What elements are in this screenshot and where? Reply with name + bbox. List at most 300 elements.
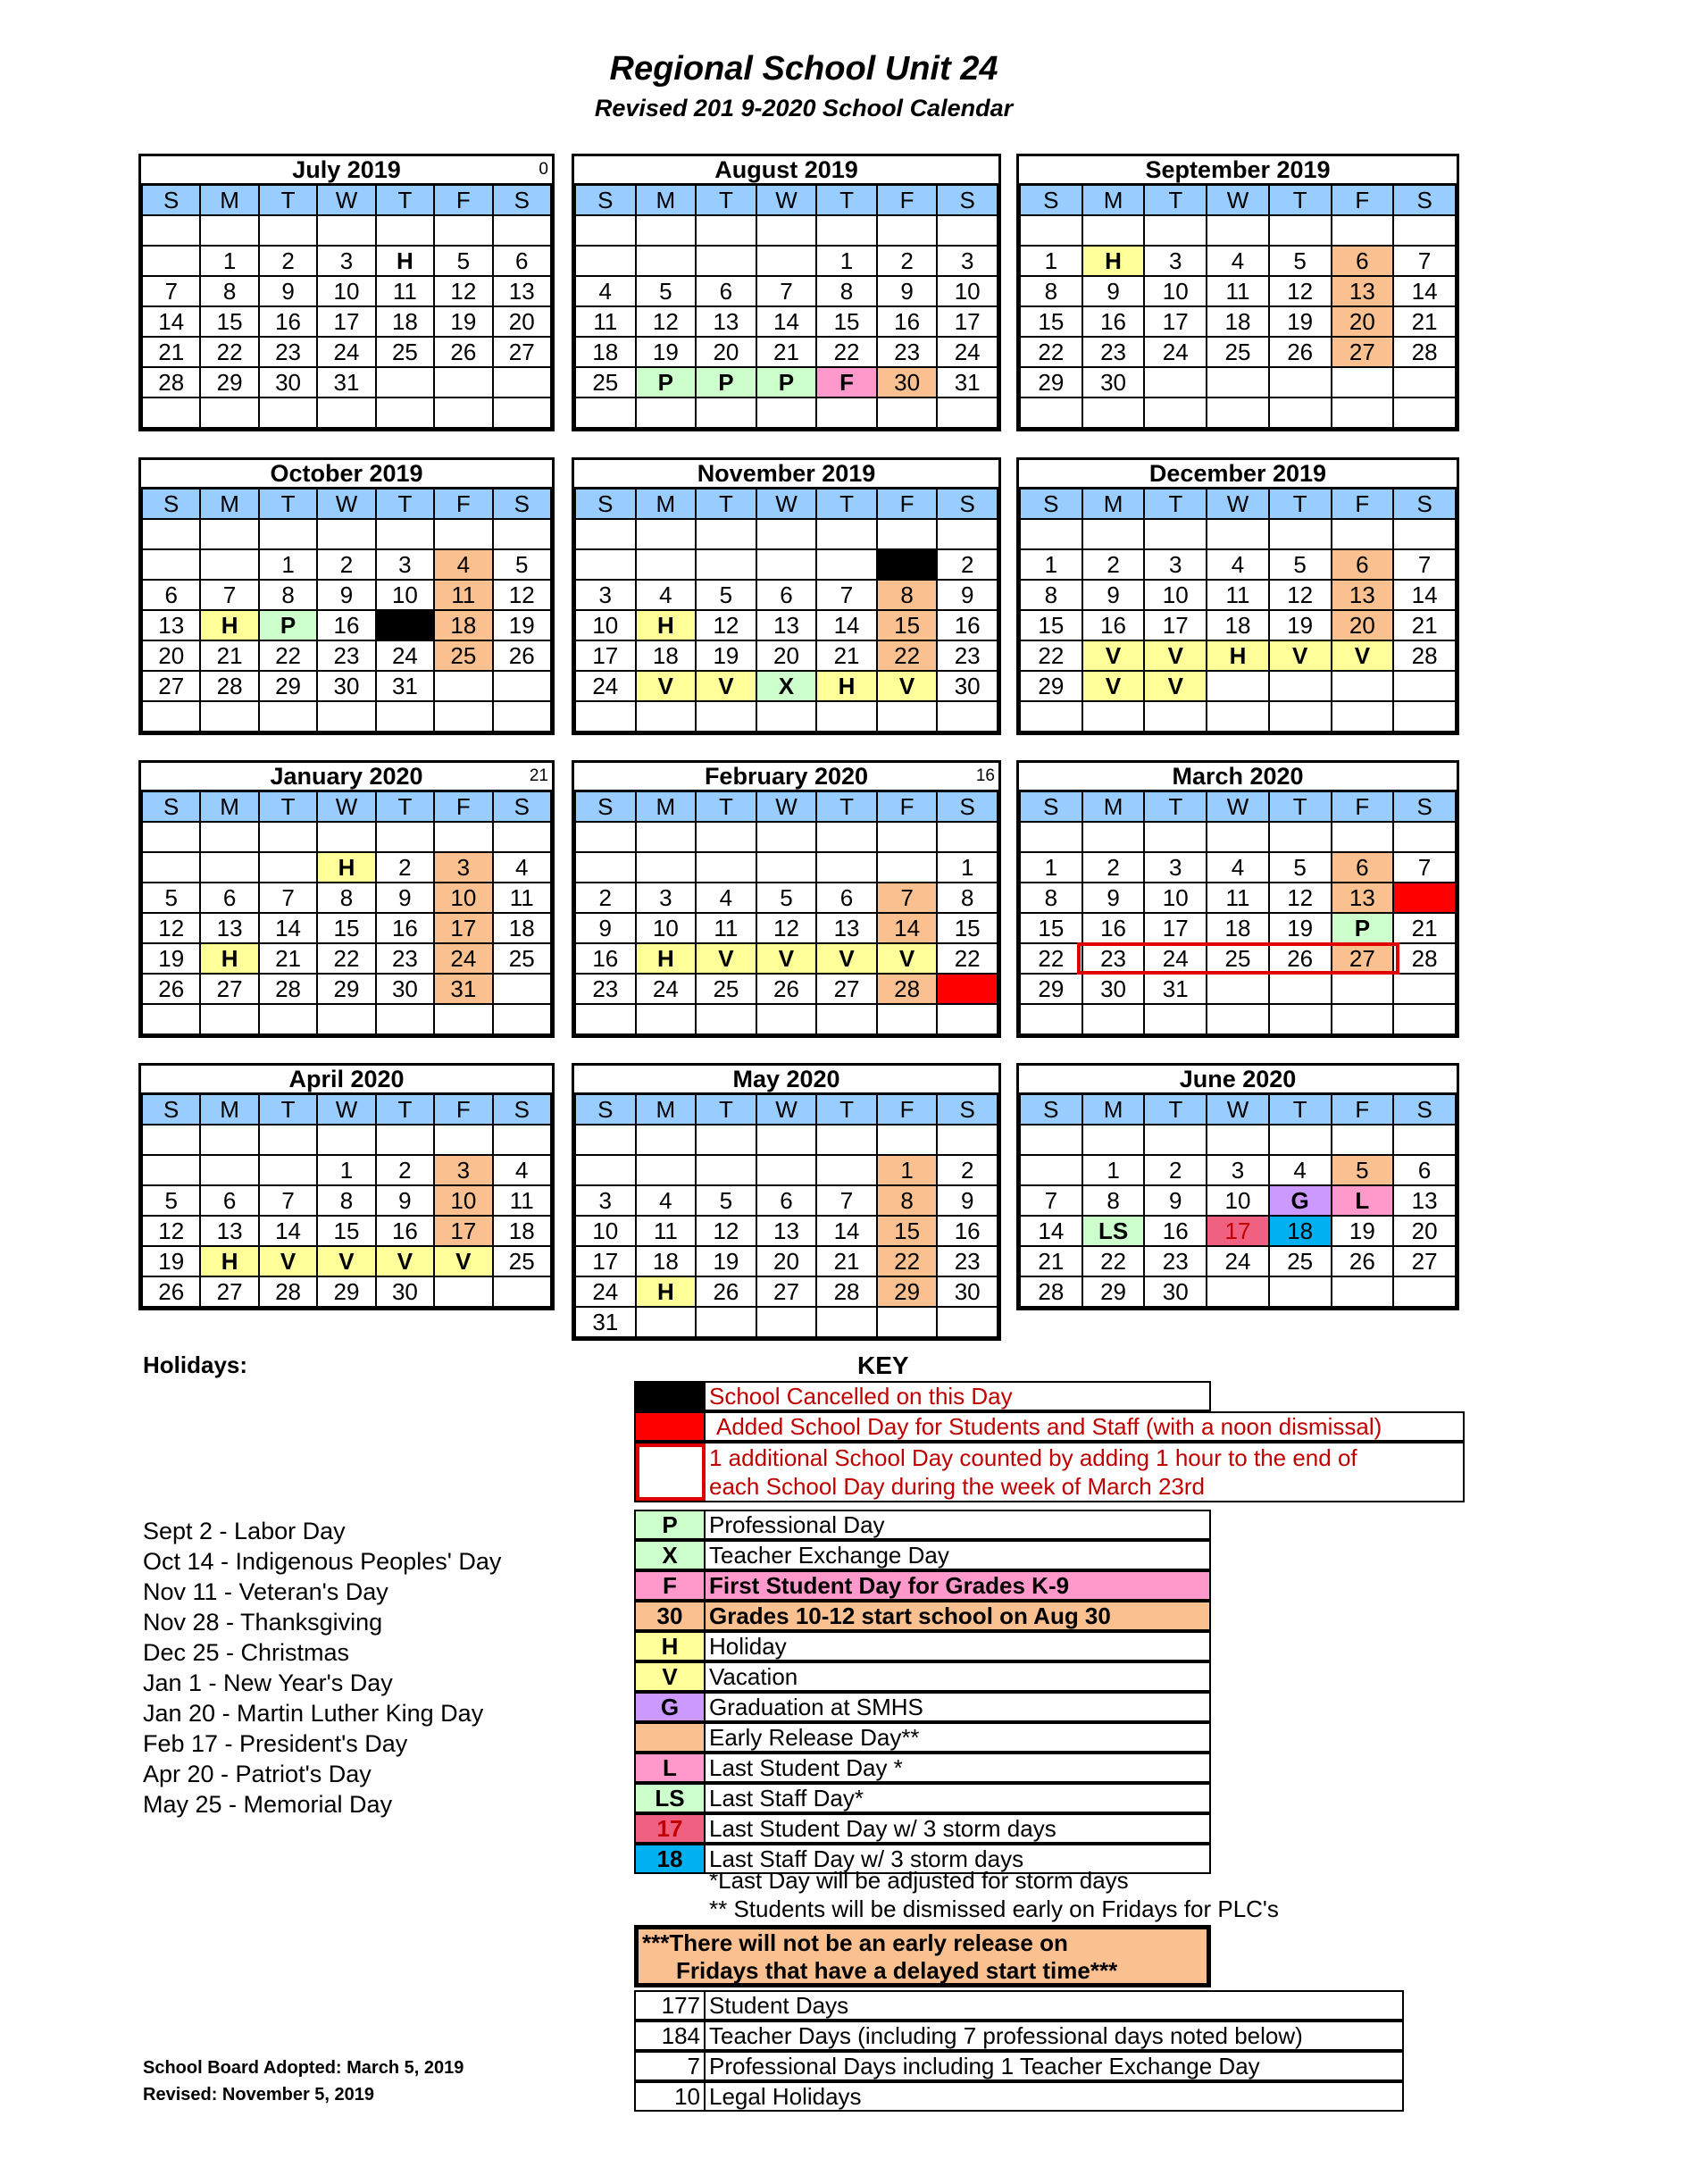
day-cell: 22: [1082, 1246, 1145, 1276]
day-cell: 22: [259, 640, 317, 671]
week-row: [575, 367, 998, 397]
day-cell: [937, 1004, 998, 1034]
day-cell: 7: [200, 580, 258, 610]
day-cell: 2: [575, 883, 636, 913]
day-cell: 23: [317, 640, 375, 671]
day-cell: 15: [816, 306, 877, 337]
week-row: [142, 367, 551, 397]
day-cell: 13: [493, 276, 551, 306]
day-cell: [636, 215, 697, 246]
day-cell: 16: [937, 610, 998, 640]
weekday-header: W: [756, 185, 817, 215]
day-cell: [434, 1125, 492, 1155]
weekday-header: S: [575, 1094, 636, 1125]
day-cell: 7: [816, 580, 877, 610]
holiday-item: Oct 14 - Indigenous Peoples' Day: [143, 1548, 502, 1575]
day-cell: 4: [493, 852, 551, 883]
day-cell: 21: [1393, 610, 1456, 640]
weekday-header: T: [1269, 489, 1332, 519]
weekday-header: S: [1020, 489, 1082, 519]
day-cell: 13: [1332, 580, 1394, 610]
day-cell: [376, 822, 434, 852]
day-cell: 9: [1082, 276, 1145, 306]
day-cell: 14: [816, 1216, 877, 1246]
day-cell: [376, 367, 434, 397]
key-row: [634, 1570, 1211, 1601]
day-cell: V: [434, 1246, 492, 1276]
day-cell: H: [1207, 640, 1269, 671]
day-cell: 31: [434, 974, 492, 1004]
day-cell: [816, 549, 877, 580]
day-cell: 10: [317, 276, 375, 306]
day-cell: [575, 701, 636, 732]
day-cell: 17: [434, 1216, 492, 1246]
day-cell: [937, 397, 998, 428]
day-cell: 10: [937, 276, 998, 306]
day-cell: 8: [877, 580, 938, 610]
weekday-header: T: [376, 489, 434, 519]
month-title: [1016, 760, 1459, 791]
key-symbol: G: [636, 1694, 706, 1720]
day-cell: [142, 1004, 200, 1034]
day-cell: 16: [1082, 913, 1145, 943]
week-row: [575, 671, 998, 701]
weekday-header: M: [636, 1094, 697, 1125]
weekday-header: S: [493, 489, 551, 519]
day-cell: [259, 1155, 317, 1185]
week-row: [142, 1276, 551, 1307]
day-cell: 28: [142, 367, 200, 397]
day-cell: 5: [1269, 549, 1332, 580]
day-cell: [1332, 215, 1394, 246]
day-cell: [1332, 671, 1394, 701]
day-cell: [1269, 822, 1332, 852]
day-cell: [1082, 822, 1145, 852]
day-cell: 11: [696, 913, 756, 943]
day-cell: [937, 1307, 998, 1337]
day-cell: 11: [434, 580, 492, 610]
day-cell: 13: [200, 1216, 258, 1246]
day-cell: 1: [1082, 1155, 1145, 1185]
weekday-header: W: [317, 185, 375, 215]
day-cell: 20: [1393, 1216, 1456, 1246]
day-cell: 1: [877, 1155, 938, 1185]
month-grid: [141, 184, 552, 429]
day-cell: 19: [142, 1246, 200, 1276]
day-cell: 10: [636, 913, 697, 943]
summary-label: Teacher Days (including 7 professional days noted below): [709, 2022, 1303, 2049]
day-cell: H: [636, 1276, 697, 1307]
day-cell: 7: [1020, 1185, 1082, 1216]
day-cell: [1269, 1125, 1332, 1155]
key-row: [634, 1601, 1211, 1631]
day-cell: 7: [259, 883, 317, 913]
day-cell: 12: [434, 276, 492, 306]
day-cell: [1082, 701, 1145, 732]
day-cell: 20: [493, 306, 551, 337]
day-cell: [200, 852, 258, 883]
month-calendar: [138, 760, 555, 1038]
day-cell: [877, 701, 938, 732]
weekday-header: T: [1144, 185, 1207, 215]
weekday-header: S: [493, 185, 551, 215]
weekday-header: S: [937, 185, 998, 215]
day-cell: 20: [1332, 610, 1394, 640]
week-row: [1020, 246, 1456, 276]
day-cell: L: [1332, 1185, 1394, 1216]
week-row: [575, 1216, 998, 1246]
day-cell: 22: [877, 640, 938, 671]
week-row: [575, 640, 998, 671]
weekday-header: W: [1207, 791, 1269, 822]
day-cell: [696, 215, 756, 246]
week-row: [142, 519, 551, 549]
day-cell: 16: [259, 306, 317, 337]
day-cell: [1393, 367, 1456, 397]
day-cell: [1393, 215, 1456, 246]
weekday-header: S: [1393, 489, 1456, 519]
day-cell: [696, 852, 756, 883]
day-cell: [636, 246, 697, 276]
day-cell: [636, 549, 697, 580]
day-cell: 5: [1332, 1155, 1394, 1185]
month-title: [138, 760, 555, 791]
day-cell: 2: [1082, 852, 1145, 883]
day-cell: 20: [696, 337, 756, 367]
day-cell: [696, 397, 756, 428]
weekday-header: S: [937, 791, 998, 822]
day-cell: [493, 397, 551, 428]
day-cell: [434, 701, 492, 732]
day-cell: [696, 246, 756, 276]
day-cell: H: [200, 610, 258, 640]
week-row: [1020, 1276, 1456, 1307]
weekday-header: F: [1332, 791, 1394, 822]
key-label: Last Staff Day*: [709, 1785, 864, 1812]
key-row: [634, 1692, 1211, 1722]
week-row: [575, 913, 998, 943]
day-cell: [434, 215, 492, 246]
day-cell: 3: [317, 246, 375, 276]
day-cell: 3: [575, 580, 636, 610]
day-cell: 3: [1144, 852, 1207, 883]
day-cell: 12: [142, 913, 200, 943]
day-cell: 31: [1144, 974, 1207, 1004]
day-cell: [1144, 519, 1207, 549]
day-cell: 12: [1269, 883, 1332, 913]
week-row: [1020, 913, 1456, 943]
day-cell: 27: [142, 671, 200, 701]
adoption-info: [143, 2054, 464, 2108]
day-cell: [317, 519, 375, 549]
day-cell: 10: [1144, 580, 1207, 610]
day-cell: 1: [937, 852, 998, 883]
day-cell: [493, 1276, 551, 1307]
day-cell: 28: [1393, 640, 1456, 671]
day-cell: 4: [434, 549, 492, 580]
day-cell: 15: [1020, 610, 1082, 640]
day-cell: [200, 1004, 258, 1034]
day-cell: 21: [142, 337, 200, 367]
day-cell: V: [1082, 640, 1145, 671]
day-cell: 13: [756, 610, 817, 640]
day-cell: 8: [317, 1185, 375, 1216]
day-cell: [696, 519, 756, 549]
day-cell: 9: [317, 580, 375, 610]
day-cell: 15: [937, 913, 998, 943]
day-cell: 22: [877, 1246, 938, 1276]
day-cell: 8: [937, 883, 998, 913]
week-row: [575, 246, 998, 276]
day-cell: [1269, 974, 1332, 1004]
weekday-header-row: [575, 185, 998, 215]
day-cell: [493, 974, 551, 1004]
day-cell: [1269, 519, 1332, 549]
week-row: [1020, 549, 1456, 580]
weekday-header: T: [816, 185, 877, 215]
weekday-header: F: [434, 1094, 492, 1125]
week-row: [1020, 397, 1456, 428]
day-cell: 28: [1393, 943, 1456, 974]
day-cell: 26: [756, 974, 817, 1004]
day-cell: 27: [1332, 337, 1394, 367]
day-cell: [1020, 822, 1082, 852]
day-cell: 13: [1332, 883, 1394, 913]
day-cell: 18: [1269, 1216, 1332, 1246]
month-grid: [1019, 791, 1457, 1035]
day-cell: 23: [937, 640, 998, 671]
day-cell: 6: [816, 883, 877, 913]
day-cell: 21: [1393, 913, 1456, 943]
day-cell: [376, 215, 434, 246]
day-cell: 12: [493, 580, 551, 610]
day-cell: [575, 1125, 636, 1155]
week-row: [575, 1307, 998, 1337]
day-cell: 17: [1207, 1216, 1269, 1246]
day-cell: 2: [1144, 1155, 1207, 1185]
day-cell: [756, 1307, 817, 1337]
day-cell: [1332, 974, 1394, 1004]
day-cell: 22: [1020, 337, 1082, 367]
day-cell: 23: [259, 337, 317, 367]
day-cell: X: [756, 671, 817, 701]
weekday-header: T: [816, 791, 877, 822]
day-cell: [1269, 701, 1332, 732]
key-label: Last Student Day *: [709, 1754, 903, 1781]
day-cell: [1207, 701, 1269, 732]
day-cell: 28: [816, 1276, 877, 1307]
holidays-list: [143, 1516, 501, 1820]
day-cell: 30: [259, 367, 317, 397]
key-label: School Cancelled on this Day: [709, 1383, 1013, 1410]
summary-number: 177: [636, 1992, 706, 2019]
day-cell: 16: [1144, 1216, 1207, 1246]
weekday-header: S: [937, 489, 998, 519]
day-cell: [1020, 215, 1082, 246]
week-row: [142, 1185, 551, 1216]
day-cell: [434, 1004, 492, 1034]
day-cell: 30: [877, 367, 938, 397]
day-cell: [756, 549, 817, 580]
day-cell: V: [816, 943, 877, 974]
day-cell: [877, 1125, 938, 1155]
day-cell: [142, 246, 200, 276]
weekday-header-row: [142, 489, 551, 519]
day-cell: 8: [816, 276, 877, 306]
day-cell: 30: [1082, 974, 1145, 1004]
day-cell: [816, 852, 877, 883]
day-cell: 26: [1269, 337, 1332, 367]
holiday-item: Feb 17 - President's Day: [143, 1730, 408, 1757]
key-row: [634, 1753, 1211, 1783]
day-cell: [1207, 1125, 1269, 1155]
day-cell: 17: [1144, 306, 1207, 337]
week-row: [1020, 580, 1456, 610]
day-cell: 5: [142, 883, 200, 913]
day-cell: 12: [1269, 580, 1332, 610]
month-calendar: [1016, 457, 1459, 735]
weekday-header-row: [575, 1094, 998, 1125]
day-cell: [1207, 1004, 1269, 1034]
day-cell: [877, 519, 938, 549]
holiday-item: Jan 1 - New Year's Day: [143, 1669, 393, 1696]
day-cell: 15: [1020, 306, 1082, 337]
day-cell: 28: [259, 1276, 317, 1307]
day-cell: 19: [434, 306, 492, 337]
day-cell: 25: [434, 640, 492, 671]
week-row: [575, 974, 998, 1004]
day-cell: 5: [756, 883, 817, 913]
weekday-header-row: [1020, 791, 1456, 822]
day-cell: [696, 1004, 756, 1034]
weekday-header: W: [1207, 185, 1269, 215]
weekday-header: S: [1020, 1094, 1082, 1125]
day-cell: 3: [937, 246, 998, 276]
holiday-item: Nov 28 - Thanksgiving: [143, 1609, 383, 1636]
day-cell: [877, 852, 938, 883]
summary-number: 184: [636, 2022, 706, 2049]
day-cell: [816, 519, 877, 549]
day-cell: [317, 215, 375, 246]
day-cell: 27: [493, 337, 551, 367]
month-title: [138, 457, 555, 488]
day-cell: [937, 822, 998, 852]
day-cell: 31: [317, 367, 375, 397]
key-extra-line2: each School Day during the week of March 23rd: [709, 1473, 1205, 1500]
weekday-header: W: [756, 791, 817, 822]
summary-label: Student Days: [709, 1992, 849, 2019]
day-cell: [1332, 397, 1394, 428]
day-cell: 8: [200, 276, 258, 306]
day-cell: 21: [816, 1246, 877, 1276]
day-cell: 10: [575, 610, 636, 640]
day-cell: [1393, 1125, 1456, 1155]
day-cell: V: [696, 671, 756, 701]
day-cell: 6: [1332, 246, 1394, 276]
day-cell: [877, 1307, 938, 1337]
day-cell: [1269, 397, 1332, 428]
day-cell: 18: [575, 337, 636, 367]
day-cell: 14: [756, 306, 817, 337]
day-cell: [816, 1155, 877, 1185]
delayed-start-notice: [634, 1925, 1211, 1987]
weekday-header: F: [877, 489, 938, 519]
notice-line: Fridays that have a delayed start time***: [676, 1957, 1118, 1984]
day-cell: 10: [376, 580, 434, 610]
month-grid: [141, 791, 552, 1035]
day-cell: [1020, 701, 1082, 732]
day-cell: [877, 215, 938, 246]
summary-row: [634, 2051, 1404, 2081]
day-cell: F: [816, 367, 877, 397]
day-cell: 30: [376, 1276, 434, 1307]
day-cell: 1: [317, 1155, 375, 1185]
month-name: May 2020: [732, 1066, 840, 1092]
week-row: [142, 1246, 551, 1276]
month-name: February 2020: [704, 763, 869, 790]
week-row: [142, 852, 551, 883]
day-cell: 24: [575, 671, 636, 701]
day-cell: 10: [434, 1185, 492, 1216]
day-cell: 24: [1144, 337, 1207, 367]
day-cell: 24: [1144, 943, 1207, 974]
day-cell: 19: [1269, 306, 1332, 337]
day-cell: [937, 215, 998, 246]
month-calendar: [1016, 154, 1459, 431]
weekday-header: S: [1393, 791, 1456, 822]
day-cell: 13: [696, 306, 756, 337]
day-cell: 1: [259, 549, 317, 580]
month-grid: [1019, 488, 1457, 732]
weekday-header: W: [317, 1094, 375, 1125]
day-cell: [1020, 397, 1082, 428]
day-cell: [142, 519, 200, 549]
weekday-header: S: [142, 489, 200, 519]
day-cell: [1393, 822, 1456, 852]
week-row: [1020, 640, 1456, 671]
key-symbol: X: [636, 1542, 706, 1569]
day-cell: [636, 397, 697, 428]
day-cell: 23: [877, 337, 938, 367]
day-cell: 27: [756, 1276, 817, 1307]
day-cell: [1207, 1276, 1269, 1307]
week-row: [575, 610, 998, 640]
month-name: September 2019: [1145, 156, 1331, 183]
day-cell: [1020, 1155, 1082, 1185]
day-cell: 19: [696, 1246, 756, 1276]
day-cell: V: [877, 943, 938, 974]
day-cell: 5: [142, 1185, 200, 1216]
day-cell: 14: [259, 1216, 317, 1246]
weekday-header: S: [493, 791, 551, 822]
day-cell: 8: [1020, 276, 1082, 306]
day-cell: [575, 215, 636, 246]
weekday-header-row: [142, 185, 551, 215]
day-cell: [1393, 1004, 1456, 1034]
week-row: [575, 1004, 998, 1034]
day-cell: H: [200, 1246, 258, 1276]
day-cell: [259, 701, 317, 732]
day-cell: [816, 822, 877, 852]
day-cell: [756, 852, 817, 883]
day-cell: 15: [317, 913, 375, 943]
day-cell: [636, 822, 697, 852]
key-row: [634, 1813, 1211, 1844]
day-cell: 7: [1393, 852, 1456, 883]
day-cell: 13: [1332, 276, 1394, 306]
day-cell: 2: [376, 852, 434, 883]
day-cell: 29: [317, 974, 375, 1004]
